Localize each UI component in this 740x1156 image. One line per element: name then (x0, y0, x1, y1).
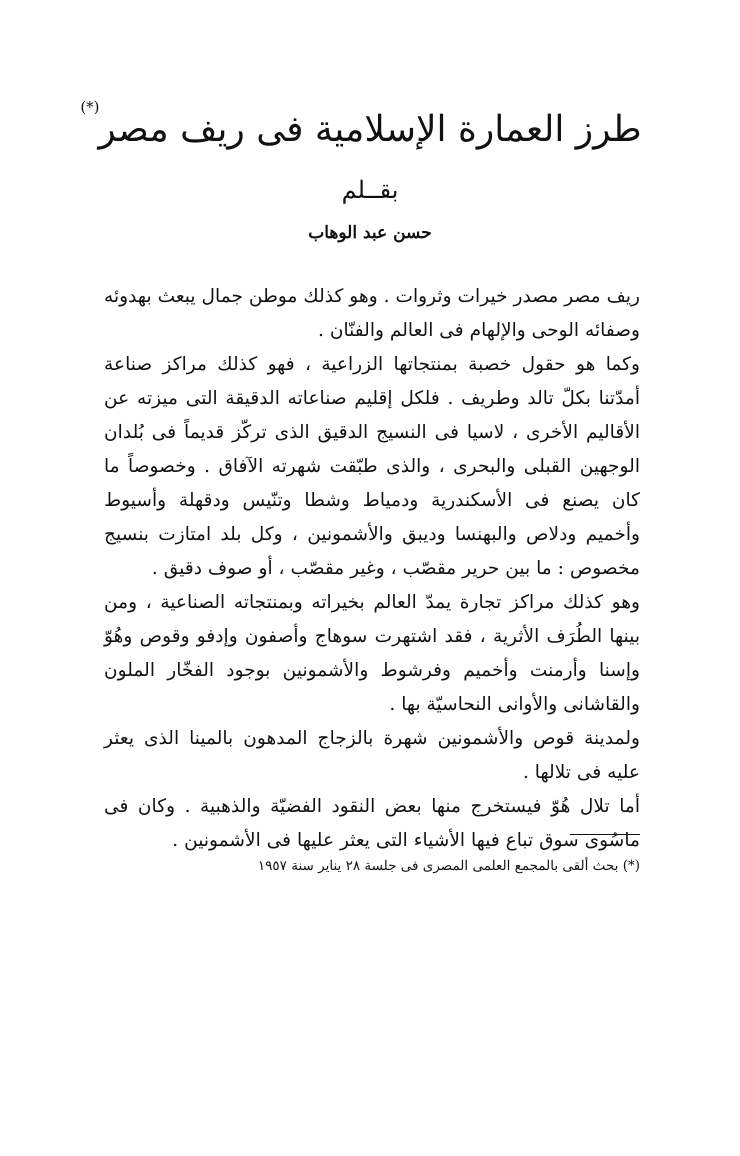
paragraph-3: وهو كذلك مراكز تجارة يمدّ العالم بخيراته وبمنتجاته الصناعية ، ومن بينها الطُرَف الأثرية ، فقد اشتهرت سوهاج وأصفون وإدفو وقوص وهُوّ وإسنا وأرمنت وأخميم وفرشوط والأشمونين بوجود الفخّار الملون والقاشانى والأوانى النحاسيّة بها . (104, 592, 640, 715)
paragraph-5: أما تلال هُوّ فيستخرج منها بعض النقود الفضيّة والذهبية . وكان فى ماسُوى سوق تباع فيها الأشياء التى يعثر عليها فى الأشمونين . (104, 796, 640, 851)
author-name: حسن عبد الوهاب (308, 223, 432, 243)
article-title (80, 98, 642, 160)
byline: بقــلم (341, 176, 399, 204)
footnote-text: بحث ألقى بالمجمع العلمى المصرى فى جلسة ٢٨ يناير سنة ١٩٥٧ (257, 858, 619, 874)
paragraph-1: ريف مصر مصدر خيرات وثروات . وهو كذلك موطن جمال يبعث بهدوئه وصفائه الوحى والإلهام فى العالم والفنّان . (104, 286, 640, 341)
paragraph-2: وكما هو حقول خصبة بمنتجاتها الزراعية ، فهو كذلك مراكز صناعة أمدّتنا بكلّ تالد وطريف . فلكل إقليم صناعاته الدقيقة التى ميزته عن الأقاليم الأخرى ، لاسيا فى النسيج الدقيق الذى تركّز قديماً فى بُلدان الوجهين القبلى والبحرى ، والذى طبّقت شهرته الآفاق . وخصوصاً ما كان يصنع فى الأسكندرية ودمياط وشطا وتنّيس ودقهلة وأسيوط وأخميم ودلاص والبهنسا وديبق والأشمونين ، وكل بلد امتازت بنسيج مخصوص : ما بين حرير مقصّب ، وغير مقصّب ، أو صوف دقيق . (104, 354, 640, 579)
footnote-divider (570, 834, 640, 835)
footnote (104, 852, 640, 880)
title-footnote-marker: (*) (80, 98, 100, 116)
article-title-text: طرز العمارة الإسلامية فى ريف مصر (98, 109, 642, 150)
article-body (104, 280, 640, 858)
title-block (0, 100, 740, 160)
paragraph-4: ولمدينة قوص والأشمونين شهرة بالزجاج المدهون بالمينا الذى يعثر عليه فى تلالها . (104, 728, 640, 783)
footnote-marker: (*) (622, 858, 640, 874)
